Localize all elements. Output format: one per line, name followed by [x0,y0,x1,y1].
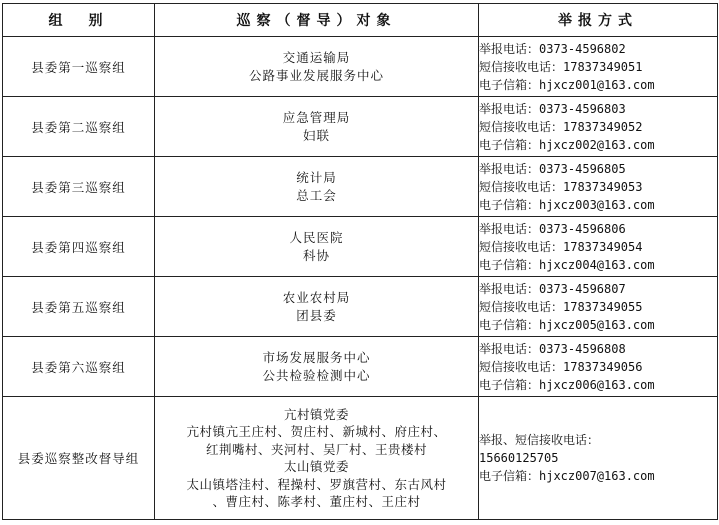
target-line: 亢村镇党委 [283,406,349,422]
phone-line: 举报电话：0373-4596803 [479,101,626,116]
table-body [3,37,718,520]
target-line: 科协 [302,247,330,263]
target-line: 应急管理局 [282,109,351,125]
table-row [3,277,718,337]
email-address: 电子信箱：hjxcz004@163.com [479,257,655,272]
target-list [155,277,479,337]
table-row [3,97,718,157]
table-row [3,37,718,97]
email-address: 电子信箱：hjxcz005@163.com [479,317,655,332]
target-line: 红荆嘴村、夹河村、吴厂村、王贵楼村 [205,441,427,457]
group-name: 县委第三巡察组 [3,157,155,217]
header-group: 组 别 [3,4,155,37]
table-row-supervision [3,397,718,520]
email-address: 电子信箱：hjxcz002@163.com [479,137,655,152]
table-row [3,337,718,397]
phone-line: 举报电话：0373-4596808 [479,341,626,356]
sms-line: 短信接收电话：17837349054 [479,239,643,254]
email-address: 电子信箱：hjxcz003@163.com [479,197,655,212]
phone-line: 举报电话：0373-4596805 [479,161,626,176]
phone-line: 举报电话：0373-4596802 [479,41,626,56]
target-list [155,37,479,97]
email-address: 电子信箱：hjxcz006@163.com [479,377,655,392]
table-row [3,217,718,277]
target-line: 人民医院 [289,229,344,245]
contact-info [479,217,718,277]
target-list [155,397,479,520]
header-row [3,4,718,37]
group-name: 县委第二巡察组 [3,97,155,157]
group-name: 县委第五巡察组 [3,277,155,337]
sms-line: 短信接收电话：17837349052 [479,119,643,134]
target-line: 太山镇塔洼村、程操村、罗旗营村、东古风村 [186,476,447,492]
target-line: 亢村镇亢王庄村、贺庄村、新城村、府庄村、 [186,424,447,439]
target-list [155,217,479,277]
table-row [3,157,718,217]
phone-number: 15660125705 [479,451,559,465]
target-line: 市场发展服务中心 [262,349,371,365]
contact-info [479,277,718,337]
target-list [155,157,479,217]
inspection-contact-table [2,3,718,520]
email-address: 电子信箱：hjxcz007@163.com [479,469,655,483]
target-line: 太山镇党委 [283,459,349,474]
target-line: 、曹庄村、陈孝村、董庄村、王庄村 [212,494,421,509]
target-list [155,337,479,397]
contact-info [479,157,718,217]
sms-line: 短信接收电话：17837349055 [479,299,643,314]
target-line: 交通运输局 [282,49,351,65]
group-name: 县委巡察整改督导组 [3,397,155,520]
target-line: 团县委 [296,307,337,323]
target-line: 妇联 [302,127,330,143]
phone-line: 举报电话：0373-4596807 [479,281,626,296]
contact-info [479,337,718,397]
target-line: 公共检验检测中心 [262,367,371,383]
sms-line: 短信接收电话：17837349056 [479,359,643,374]
sms-line: 短信接收电话：17837349051 [479,59,643,74]
group-name: 县委第四巡察组 [3,217,155,277]
header-contact: 举报方式 [479,4,718,37]
target-line: 总工会 [296,187,337,203]
contact-info [479,97,718,157]
phone-line: 举报电话：0373-4596806 [479,221,626,236]
target-list [155,97,479,157]
contact-info [479,397,718,520]
contact-info [479,37,718,97]
target-line: 农业农村局 [282,289,351,305]
header-target: 巡察（督导）对象 [155,4,479,37]
email-address: 电子信箱：hjxcz001@163.com [479,77,655,92]
target-line: 统计局 [296,169,337,185]
sms-line: 短信接收电话：17837349053 [479,179,643,194]
group-name: 县委第一巡察组 [3,37,155,97]
group-name: 县委第六巡察组 [3,337,155,397]
phone-sms-label: 举报、短信接收电话： [479,433,600,447]
target-line: 公路事业发展服务中心 [248,67,384,83]
